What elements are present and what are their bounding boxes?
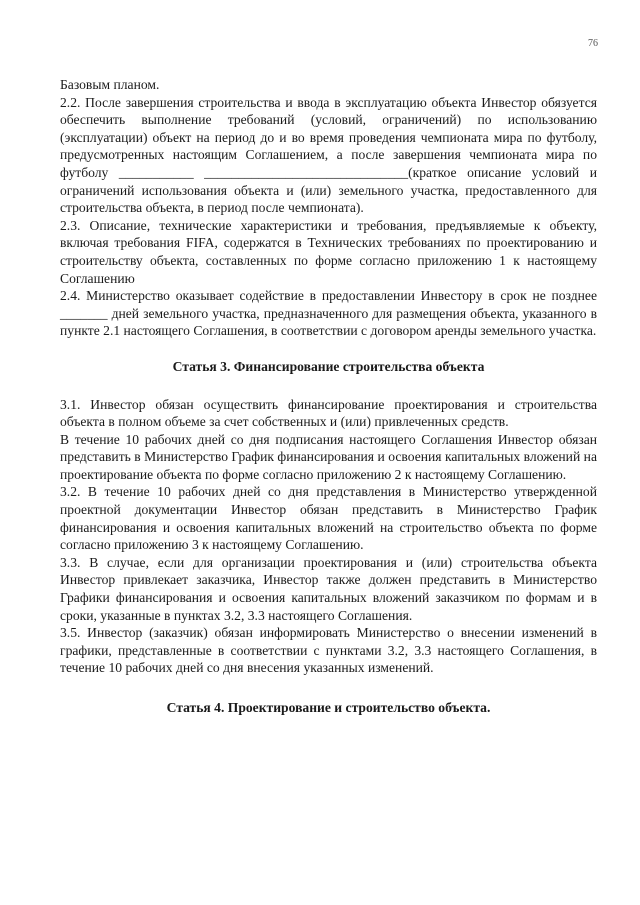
article-3-heading: Статья 3. Финансирование строительства объекта xyxy=(172,358,485,374)
article-4-heading: Статья 4. Проектирование и строительство объекта. xyxy=(166,700,491,715)
paragraph-2-3: 2.3. Описание, технические характеристики и требования, предъявляемые к объекту, включая требования FIFA, содержатся в Технических требованиях по проектированию и строительству объекта, составленных по форме согласно приложению 1 к настоящему Соглашению xyxy=(60,217,597,286)
paragraph-2-2: 2.2. После завершения строительства и ввода в эксплуатацию объекта Инвестор обязуется обеспечить выполнение требований (условий, ограничений) по использованию (эксплуатации) объект на период до и во время проведения чемпионата мира по футболу, предусмотренных настоящим Соглашением, а после завершения чемпионата мира по футболу ___________ ______________________________(краткое описание условий и ограничений использования объекта и (или) земельного участка, предоставленного для строительства объекта, в период после чемпионата). xyxy=(60,94,597,216)
paragraph-2-4: 2.4. Министерство оказывает содействие в предоставлении Инвестору в срок не позднее _______ дней земельного участка, предназначенного для размещения объекта, указанного в пункте 2.1 настоящего Соглашения, в соответствии с договором аренды земельного участка. xyxy=(60,288,597,339)
paragraph-3-5: 3.5. Инвестор (заказчик) обязан информировать Министерство о внесении изменений в графики, представленные в соответствии с пунктами 3.2, 3.3 настоящего Соглашения, в течение 10 рабочих дней со дня внесения указанных изменений. xyxy=(60,625,597,676)
page-number: 76 xyxy=(588,38,598,49)
paragraph-3-3: 3.3. В случае, если для организации проектирования и (или) строительства объекта Инвестор привлекает заказчика, Инвестор также должен представить в Министерство Графики финансирования и освоения капитальных вложений заказчиком по формам и в сроки, указанные в пунктах 3.2, 3.3 настоящего Соглашения. xyxy=(60,554,597,623)
paragraph-3-1-schedule: В течение 10 рабочих дней со дня подписания настоящего Соглашения Инвестор обязан представить в Министерство График финансирования и освоения капитальных вложений на проектирование объекта по форме согласно приложению 2 к настоящему Соглашению. xyxy=(60,431,597,482)
document-body xyxy=(60,76,597,737)
paragraph-2-1-end: Базовым планом. xyxy=(60,77,160,92)
paragraph-3-2: 3.2. В течение 10 рабочих дней со дня представления в Министерство утвержденной проектной документации Инвестор обязан представить в Министерство График финансирования и освоения капитальных вложений на строительство объекта по форме согласно приложению 3 к настоящему Соглашению. xyxy=(60,484,597,553)
paragraph-3-1: 3.1. Инвестор обязан осуществить финансирование проектирования и строительства объекта в полном объеме за счет собственных и (или) привлеченных средств. xyxy=(60,396,597,430)
